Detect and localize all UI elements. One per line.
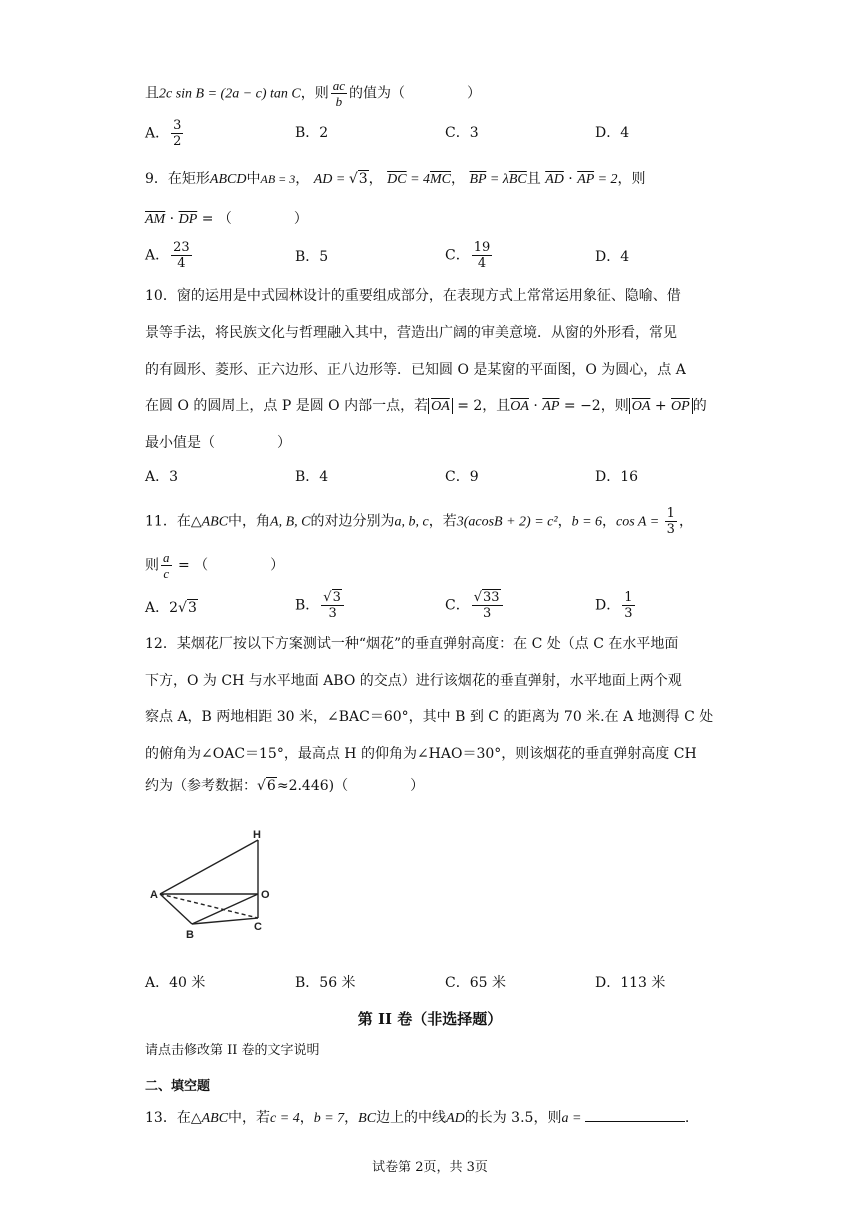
q13-stem: 13．在△ABC中，若c = 4，b = 7，BC边上的中线AD的长为 3.5，则a = . <box>145 1107 689 1130</box>
q11-option-a[interactable]: A．2√3 <box>145 600 197 616</box>
q12-option-a[interactable]: A．40 米 <box>145 975 206 991</box>
q8-stem: 且2c sin B = (2a − c) tan C，则 $\frac{ac}{b}$ 的值为（ ） <box>145 78 482 109</box>
q12-stem-line2: 下方，O 为 CH 与水平地面 ABO 的交点）进行该烟花的垂直弹射，水平地面上两个观 <box>145 673 682 689</box>
line-ah <box>160 840 258 894</box>
q10-option-a[interactable]: A．3 <box>145 469 179 485</box>
q12-option-c[interactable]: C．65 米 <box>445 975 506 991</box>
q12-geometry-figure <box>148 826 278 946</box>
q9-option-a[interactable]: A． $\frac{23}{4}$ <box>145 240 190 271</box>
q10-option-c[interactable]: C．9 <box>445 469 479 485</box>
label-c: C <box>254 921 262 933</box>
line-ac-dashed <box>160 894 258 918</box>
q10-stem-line3: 的有圆形、菱形、正六边形、正八边形等．已知圆 O 是某窗的平面图，O 为圆心，点 A <box>145 362 686 378</box>
q11-option-c[interactable]: C． $\frac{√33}{3}$ <box>445 590 505 621</box>
q12-option-b[interactable]: B．56 米 <box>295 975 356 991</box>
label-o: O <box>261 889 270 901</box>
q12-stem-line5: 约为（参考数据：√6≈2.446)（ ） <box>145 778 425 794</box>
q11-option-b[interactable]: B． $\frac{√3}{3}$ <box>295 590 346 621</box>
q12-stem-line3: 察点 A，B 两地相距 30 米，∠BAC＝60°，其中 B 到 C 的距离为 70 米.在 A 地测得 C 处 <box>145 709 714 725</box>
q8-option-b[interactable]: B．2 <box>295 125 329 141</box>
q12-stem-line4: 的俯角为∠OAC＝15°，最高点 H 的仰角为∠HAO＝30°，则该烟花的垂直弹射高度 CH <box>145 746 697 762</box>
q9-stem-line1: 9．在矩形ABCD中AB = 3， AD = √3， $\overline{DC} = 4\overline{MC}$， $\overline{BP} = \lambda\overline{BC}$且 $\overline{AD} \cdot \overline{AP} = 2$，则 <box>145 171 646 187</box>
q10-option-d[interactable]: D．16 <box>595 469 639 485</box>
q12-option-d[interactable]: D．113 米 <box>595 975 666 991</box>
q9-option-b[interactable]: B．5 <box>295 249 329 265</box>
q10-stem-line4: 在圆 O 的圆周上，点 P 是圆 O 内部一点，若 $\overline{OA} = 2$，且$\overline{OA} \cdot \overline{AP} = -2$，则 $\overline{OA} + \overline{OP}$ 的 <box>145 398 707 414</box>
q11-stem-line2: 则 $\frac{a}{c}$ = （ ） <box>145 550 285 581</box>
q11-option-d[interactable]: D． $\frac{1}{3}$ <box>595 590 633 621</box>
q8-option-c[interactable]: C．3 <box>445 125 479 141</box>
label-b: B <box>186 929 194 941</box>
label-h: H <box>253 829 261 841</box>
q9-option-c[interactable]: C． $\frac{19}{4}$ <box>445 240 491 271</box>
q13-answer-blank[interactable] <box>585 1107 685 1122</box>
q10-stem-line1: 10．窗的运用是中式园林设计的重要组成部分，在表现方式上常常运用象征、隐喻、借 <box>145 288 681 304</box>
q9-stem-line2: $\overline{AM} \cdot \overline{DP}$ = （ ） <box>145 211 308 227</box>
q8-option-a[interactable]: A． $\frac{3}{2}$ <box>145 118 182 149</box>
q9-option-d[interactable]: D．4 <box>595 249 630 265</box>
page-footer: 试卷第 2页，共 3页 <box>372 1160 488 1175</box>
q10-option-b[interactable]: B．4 <box>295 469 329 485</box>
q10-stem-line5: 最小值是（ ） <box>145 435 291 451</box>
section-heading-fill-in: 二、填空题 <box>145 1079 211 1094</box>
part2-title: 第 II 卷（非选择题） <box>357 1010 503 1028</box>
q8-fraction: $\frac{ac}{b}$ <box>332 78 346 109</box>
label-a: A <box>150 889 158 901</box>
q12-stem-line1: 12．某烟花厂按以下方案测试一种“烟花”的垂直弹射高度：在 C 处（点 C 在水平地面 <box>145 636 679 652</box>
q11-stem-line1: 11．在△ABC中，角A, B, C的对边分别为a, b, c，若3(acosB + 2) = c²，b = 6，cos A = $\frac{1}{3}$ ， <box>145 506 693 537</box>
q10-stem-line2: 景等手法，将民族文化与哲理融入其中，营造出广阔的审美意境．从窗的外形看，常见 <box>145 325 677 341</box>
part2-note[interactable]: 请点击修改第 II 卷的文字说明 <box>145 1043 320 1058</box>
q8-option-d[interactable]: D．4 <box>595 125 630 141</box>
